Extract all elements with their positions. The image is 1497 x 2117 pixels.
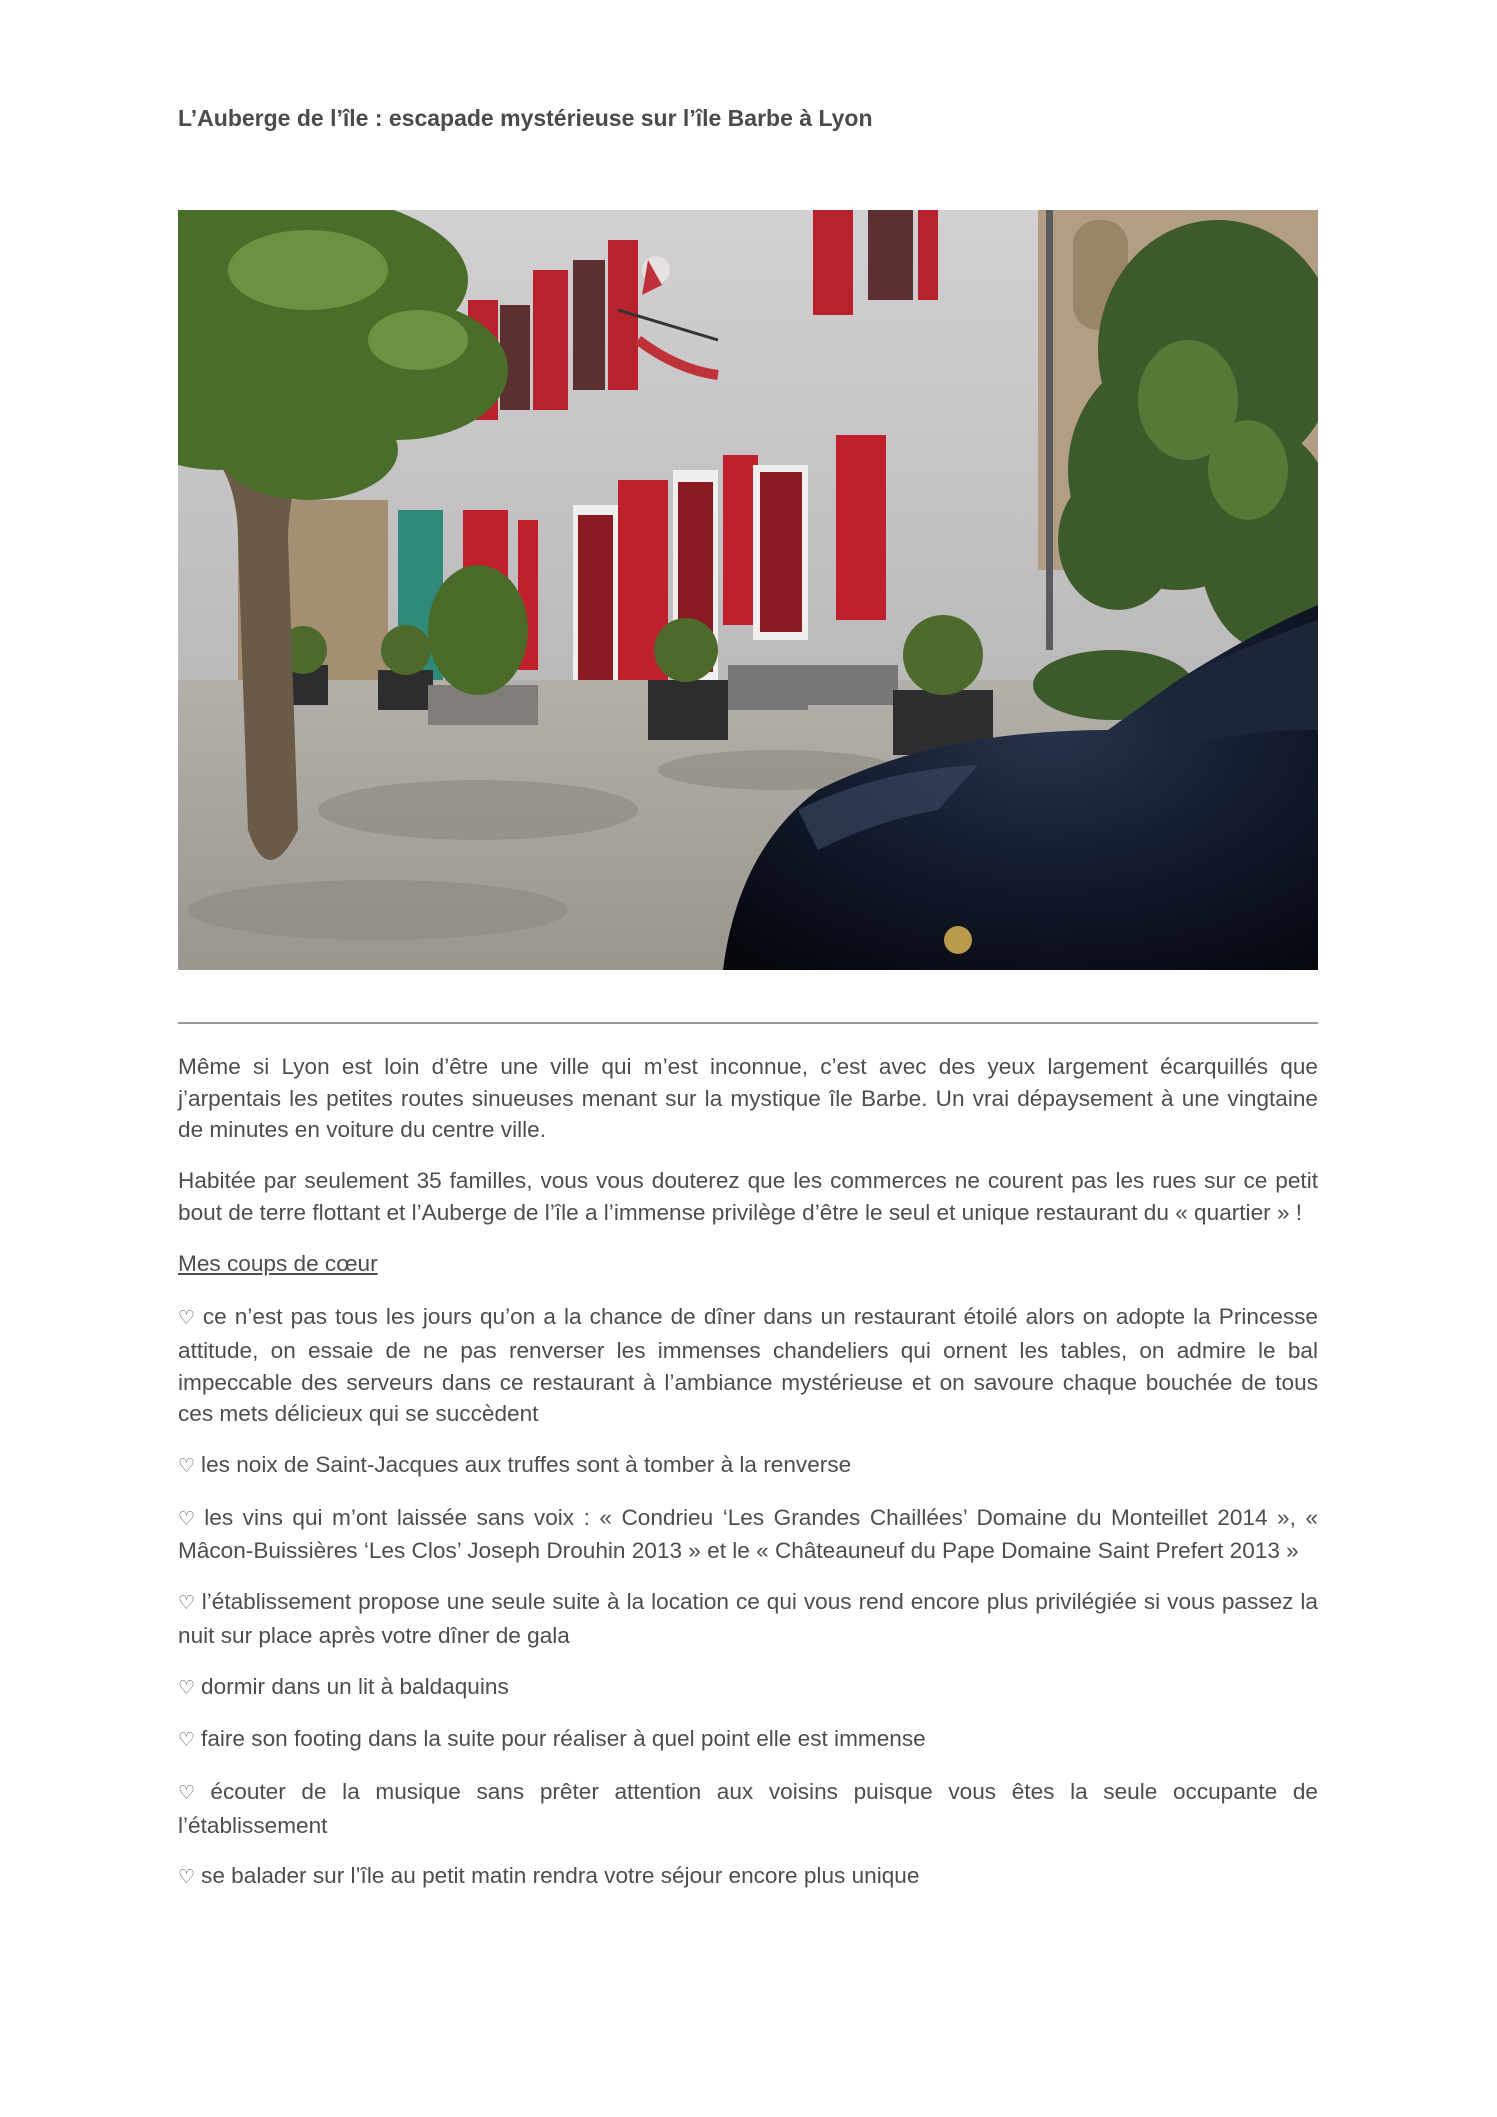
horizontal-rule bbox=[178, 1022, 1318, 1024]
heart-icon: ♡ bbox=[178, 1308, 197, 1330]
heart-icon: ♡ bbox=[178, 1730, 196, 1752]
intro-paragraph-2: Habitée par seulement 35 familles, vous vous douterez que les commerces ne courent pas les rues sur ce petit bout de terre flottant et l’Auberge de l’île a l’immense privilège d’être le seul et unique restaurant du « quartier » ! bbox=[178, 1168, 1318, 1225]
list-item bbox=[178, 1860, 1318, 1894]
list-item-text: écouter de la musique sans prêter attention aux voisins puisque vous êtes la seule occupante de l’établissement bbox=[178, 1778, 1318, 1838]
intro-paragraph-1: Même si Lyon est loin d’être une ville qui m’est inconnue, c’est avec des yeux largement écarquillés que j’arpentais les petites routes sinueuses menant sur la mystique île Barbe. Un vrai dépaysement à une vingtaine de minutes en voiture du centre ville. bbox=[178, 1054, 1318, 1143]
article-title: L’Auberge de l’île : escapade mystérieuse sur l’île Barbe à Lyon bbox=[178, 105, 873, 131]
article-body bbox=[178, 1051, 1318, 1913]
list-item-text: les vins qui m’ont laissée sans voix : « Condrieu ‘Les Grandes Chaillées’ Domaine du Monteillet 2014 », « Mâcon-Buissières ‘Les Clos’ Joseph Drouhin 2013 » et le « Châteauneuf du Pape Domaine Saint Prefert 2013 » bbox=[178, 1504, 1318, 1564]
list-item bbox=[178, 1301, 1318, 1430]
heart-icon: ♡ bbox=[178, 1508, 199, 1530]
list-item bbox=[178, 1723, 1318, 1757]
list-item-text: dormir dans un lit à baldaquins bbox=[201, 1673, 509, 1699]
list-item-text: faire son footing dans la suite pour réaliser à quel point elle est immense bbox=[201, 1726, 926, 1752]
heart-icon: ♡ bbox=[178, 1677, 196, 1699]
list-item-text: l’établissement propose une seule suite à la location ce qui vous rend encore plus privilégiée si vous passez la nuit sur place après votre dîner de gala bbox=[178, 1589, 1318, 1648]
list-item-text: ce n’est pas tous les jours qu’on a la chance de dîner dans un restaurant étoilé alors on adopte la Princesse attitude, on essaie de ne pas renverser les immenses chandeliers qui ornent les tables, on admire le bal impeccable des serveurs dans ce restaurant à l’ambiance mystérieuse et on savoure chaque bouchée de tous ces mets délicieux qui se succèdent bbox=[178, 1304, 1318, 1427]
list-item bbox=[178, 1449, 1318, 1483]
list-item bbox=[178, 1502, 1318, 1567]
heart-icon: ♡ bbox=[178, 1593, 196, 1615]
auberge-photo bbox=[178, 210, 1318, 970]
section-heading: Mes coups de cœur bbox=[178, 1250, 378, 1276]
list-item bbox=[178, 1671, 1318, 1705]
list-item bbox=[178, 1586, 1318, 1651]
heart-icon: ♡ bbox=[178, 1782, 205, 1804]
list-item-text: les noix de Saint-Jacques aux truffes sont à tomber à la renverse bbox=[201, 1452, 852, 1478]
list-item bbox=[178, 1776, 1318, 1841]
heart-icon: ♡ bbox=[178, 1867, 196, 1889]
heart-icon: ♡ bbox=[178, 1456, 196, 1478]
list-item-text: se balader sur l’île au petit matin rendra votre séjour encore plus unique bbox=[201, 1863, 920, 1889]
